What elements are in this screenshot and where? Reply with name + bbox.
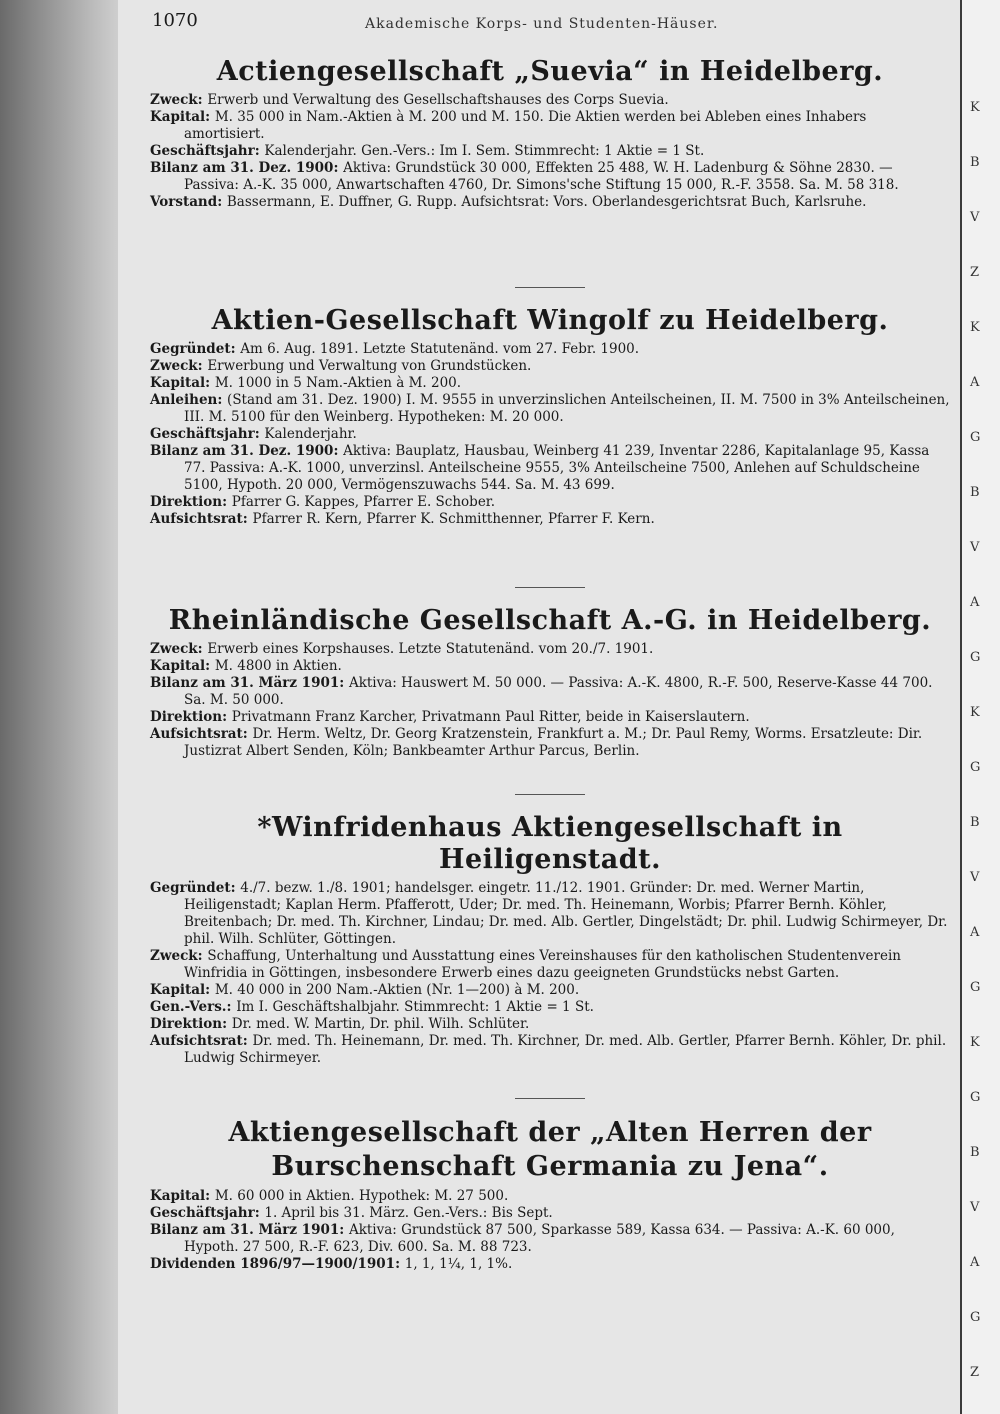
gutter-letter: B [970, 815, 980, 830]
company-entry [150, 305, 950, 528]
entry-line [150, 641, 950, 658]
entry-keyword: Kapital: [150, 658, 215, 674]
entry-keyword: Bilanz am 31. Dez. 1900: [150, 160, 344, 176]
gutter-letter: K [970, 100, 980, 115]
entry-keyword: Direktion: [150, 1016, 232, 1032]
gutter-letter: V [970, 1200, 980, 1215]
entry-keyword: Direktion: [150, 709, 232, 725]
gutter-letter: K [970, 1035, 980, 1050]
entry-keyword: Gen.-Vers.: [150, 999, 237, 1015]
entry-line [150, 948, 950, 982]
entry-text: M. 40 000 in 200 Nam.-Aktien (Nr. 1—200) à M. 200. [214, 982, 580, 998]
entry-line [150, 511, 950, 528]
entry-text: 1, 1, 1¼, 1, 1%. [404, 1256, 513, 1272]
entry-line [150, 341, 950, 358]
gutter-letter: B [970, 1145, 980, 1160]
entry-keyword: Aufsichtsrat: [150, 726, 253, 742]
company-title: Actiengesellschaft „Suevia“ in Heidelberg. [216, 56, 884, 87]
entry-line [150, 358, 950, 375]
entry-text: Am 6. Aug. 1891. Letzte Statutenänd. vom 27. Febr. 1900. [240, 341, 640, 357]
gutter-letter: G [970, 1090, 981, 1105]
entry-line [150, 1205, 950, 1222]
entry-line [150, 1016, 950, 1033]
gutter-letter: Z [970, 1365, 980, 1380]
gutter-letter: A [970, 595, 980, 610]
company-title: *Winfridenhaus Aktiengesellschaft in Heiligenstadt. [257, 812, 843, 875]
adjacent-page-edge [960, 0, 1000, 1414]
gutter-letter: B [970, 485, 980, 500]
gutter-letter: A [970, 925, 980, 940]
entry-line [150, 1033, 950, 1067]
company-title: Aktien-Gesellschaft Wingolf zu Heidelberg. [211, 305, 889, 336]
entry-line [150, 1188, 950, 1205]
entry-text: Pfarrer G. Kappes, Pfarrer E. Schober. [231, 494, 496, 510]
company-title: Aktiengesellschaft der „Alten Herren der Burschenschaft Germania zu Jena“. [228, 1117, 872, 1182]
section-separator [515, 587, 585, 588]
entry-body [150, 1188, 950, 1273]
page-content [150, 0, 950, 1272]
entry-text: Erwerb eines Korpshauses. Letzte Statutenänd. vom 20./7. 1901. [207, 641, 654, 657]
entry-text: Schaffung, Unterhaltung und Ausstattung eines Vereinshauses für den katholischen Studentenverein Winfridia in Göttingen, insbesondere Erwerb eines dazu geeigneten Grundstücks nebst Garten. [184, 948, 901, 981]
running-head: Akademische Korps- und Studenten-Häuser. [365, 16, 719, 32]
entry-text: Bassermann, E. Duffner, G. Rupp. Aufsichtsrat: Vors. Oberlandesgerichtsrat Buch, Karlsruhe. [226, 194, 867, 210]
entry-text: (Stand am 31. Dez. 1900) I. M. 9555 in unverzinslichen Anteilscheinen, II. M. 7500 in 3% Anteilscheinen, III. M. 5100 für den Weinberg. Hypotheken: M. 20 000. [184, 392, 950, 425]
entry-keyword: Zweck: [150, 641, 208, 657]
entry-body [150, 92, 950, 211]
entry-text: Dr. Herm. Weltz, Dr. Georg Kratzenstein, Frankfurt a. M.; Dr. Paul Remy, Worms. Ersatzleute: Dir. Justizrat Albert Senden, Köln; Bankbeamter Arthur Parcus, Berlin. [184, 726, 923, 759]
entry-keyword: Aufsichtsrat: [150, 511, 253, 527]
gutter-letter: V [970, 210, 980, 225]
entry-keyword: Bilanz am 31. Dez. 1900: [150, 443, 344, 459]
company-entry [150, 56, 950, 211]
entry-text: 1. April bis 31. März. Gen.-Vers.: Bis Sept. [264, 1205, 553, 1221]
entry-text: Pfarrer R. Kern, Pfarrer K. Schmitthenner, Pfarrer F. Kern. [252, 511, 655, 527]
entry-keyword: Geschäftsjahr: [150, 143, 265, 159]
entry-line [150, 675, 950, 709]
gutter-letter: A [970, 375, 980, 390]
entry-keyword: Dividenden 1896/97—1900/1901: [150, 1256, 405, 1272]
gutter-letter: V [970, 540, 980, 555]
gutter-letter: K [970, 705, 980, 720]
entry-line [150, 375, 950, 392]
entry-body [150, 641, 950, 760]
entry-body [150, 880, 950, 1067]
gutter-letter: A [970, 1255, 980, 1270]
entry-keyword: Aufsichtsrat: [150, 1033, 253, 1049]
entry-line [150, 494, 950, 511]
gutter-letter: V [970, 870, 980, 885]
entry-keyword: Zweck: [150, 92, 208, 108]
entry-keyword: Gegründet: [150, 880, 241, 896]
entry-keyword: Anleihen: [150, 392, 228, 408]
entry-keyword: Geschäftsjahr: [150, 1205, 265, 1221]
entry-keyword: Direktion: [150, 494, 232, 510]
gutter-letter: Z [970, 265, 980, 280]
entry-text: Erwerbung und Verwaltung von Grundstücken. [207, 358, 532, 374]
gutter-letter: B [970, 155, 980, 170]
entry-keyword: Geschäftsjahr: [150, 426, 265, 442]
entry-line [150, 658, 950, 675]
entry-line [150, 880, 950, 948]
entry-line [150, 999, 950, 1016]
entry-line [150, 1222, 950, 1256]
company-entry [150, 812, 950, 1067]
entry-keyword: Kapital: [150, 375, 215, 391]
entry-line [150, 709, 950, 726]
entry-line [150, 143, 950, 160]
entry-text: Kalenderjahr. Gen.-Vers.: Im I. Sem. Stimmrecht: 1 Aktie = 1 St. [264, 143, 705, 159]
entry-keyword: Kapital: [150, 1188, 215, 1204]
entry-body [150, 341, 950, 528]
page-header [150, 0, 950, 44]
entry-keyword: Vorstand: [150, 194, 227, 210]
section-separator [515, 1098, 585, 1099]
gutter-letter: G [970, 980, 981, 995]
entry-keyword: Bilanz am 31. März 1901: [150, 675, 349, 691]
company-entry [150, 1116, 950, 1273]
entry-text: M. 4800 in Aktien. [214, 658, 342, 674]
gutter-letter: G [970, 1310, 981, 1325]
entry-line [150, 426, 950, 443]
entry-keyword: Zweck: [150, 358, 208, 374]
entry-line [150, 1256, 950, 1273]
section-separator [515, 287, 585, 288]
entry-text: Privatmann Franz Karcher, Privatmann Paul Ritter, beide in Kaiserslautern. [231, 709, 750, 725]
entry-text: Aktiva: Hauswert M. 50 000. — Passiva: A.-K. 4800, R.-F. 500, Reserve-Kasse 44 700. Sa. M. 50 000. [184, 675, 933, 708]
entry-text: Kalenderjahr. [264, 426, 357, 442]
entry-keyword: Gegründet: [150, 341, 241, 357]
entry-line [150, 160, 950, 194]
entry-line [150, 443, 950, 494]
entry-line [150, 982, 950, 999]
entry-keyword: Kapital: [150, 982, 215, 998]
entry-text: Aktiva: Grundstück 30 000, Effekten 25 488, W. H. Ladenburg & Söhne 2830. — Passiva: A.-K. 35 000, Anwartschaften 4760, Dr. Simons'sche Stiftung 15 000, R.-F. 3558. Sa. M. 58 318. [184, 160, 899, 193]
company-entry [150, 605, 950, 760]
entry-keyword: Bilanz am 31. März 1901: [150, 1222, 349, 1238]
entry-text: Dr. med. Th. Heinemann, Dr. med. Th. Kirchner, Dr. med. Alb. Gertler, Pfarrer Bernh. Köhler, Dr. phil. Ludwig Schirmeyer. [184, 1033, 947, 1066]
scan-shadow [0, 0, 128, 1414]
gutter-letter: G [970, 650, 981, 665]
gutter-letter: G [970, 760, 981, 775]
section-separator [515, 794, 585, 795]
entry-text: M. 1000 in 5 Nam.-Aktien à M. 200. [214, 375, 462, 391]
gutter-letter: K [970, 320, 980, 335]
entry-text: M. 35 000 in Nam.-Aktien à M. 200 und M. 150. Die Aktien werden bei Ableben eines Inhabers amortisiert. [184, 109, 867, 142]
gutter-letter: G [970, 430, 981, 445]
entry-text: Aktiva: Bauplatz, Hausbau, Weinberg 41 239, Inventar 2286, Kapitalanlage 95, Kassa 77. Passiva: A.-K. 1000, unverzinsl. Anteilscheine 9555, 3% Anteilscheine 7500, Anlehen auf Schuldscheine 5100, Hypoth. 20 000, Vermögenszuwachs 544. Sa. M. 43 699. [184, 443, 930, 493]
entry-text: M. 60 000 in Aktien. Hypothek: M. 27 500. [214, 1188, 509, 1204]
entry-line [150, 726, 950, 760]
entry-line [150, 392, 950, 426]
page-number: 1070 [152, 10, 198, 31]
entry-line [150, 109, 950, 143]
company-title: Rheinländische Gesellschaft A.-G. in Heidelberg. [168, 605, 932, 636]
entry-keyword: Kapital: [150, 109, 215, 125]
entry-line [150, 194, 950, 211]
entry-text: Im I. Geschäftshalbjahr. Stimmrecht: 1 Aktie = 1 St. [236, 999, 594, 1015]
entry-text: Erwerb und Verwaltung des Gesellschaftshauses des Corps Suevia. [207, 92, 669, 108]
entry-line [150, 92, 950, 109]
entry-text: Dr. med. W. Martin, Dr. phil. Wilh. Schlüter. [231, 1016, 530, 1032]
entry-keyword: Zweck: [150, 948, 208, 964]
entry-text: 4./7. bezw. 1./8. 1901; handelsger. eingetr. 11./12. 1901. Gründer: Dr. med. Werner Martin, Heiligenstadt; Kaplan Herm. Pfafferott, Uder; Dr. med. Th. Heinemann, Worbis; Pfarrer Bernh. Köhler, Breitenbach; Dr. med. Th. Kirchner, Lindau; Dr. med. Alb. Gertler, Dingelstädt; Dr. phil. Ludwig Schirmeyer, Dr. phil. Wilh. Schlüter, Göttingen. [184, 880, 948, 947]
entry-text: Aktiva: Grundstück 87 500, Sparkasse 589, Kassa 634. — Passiva: A.-K. 60 000, Hypoth. 27 500, R.-F. 623, Div. 600. Sa. M. 88 723. [184, 1222, 895, 1255]
